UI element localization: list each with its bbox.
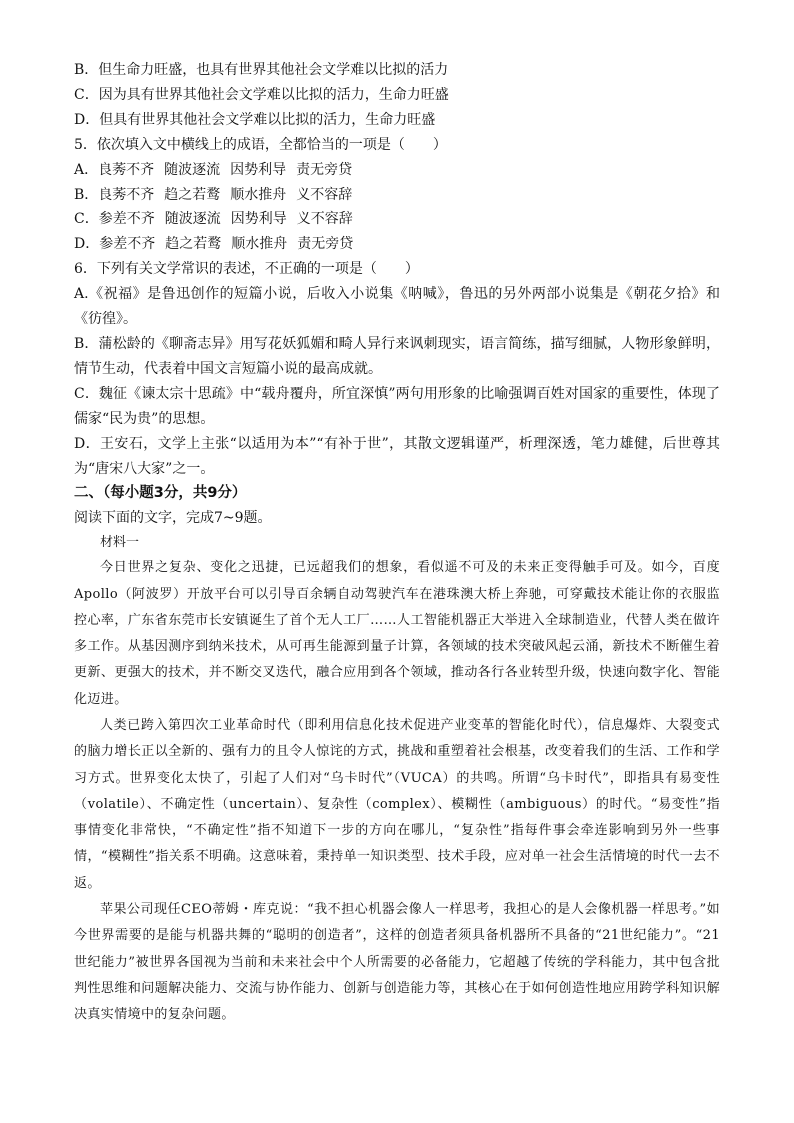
option-word: 参差不齐 — [98, 211, 155, 228]
material-paragraph: 今日世界之复杂、变化之迅捷，已远超我们的想象，看似遥不可及的未来正变得触手可及。如今，百度Apollo（阿波罗）开放平台可以引导百余辆自动驾驶汽车在港珠澳大桥上奔驰，可穿戴技术能让你的衣服监控心率，广东省东莞市长安镇诞生了首个无人工厂……人工智能机器正大举进入全球制造业，代替人类在做许多工作。从基因测序到纳米技术，从可再生能源到量子计算，各领域的技术突破风起云涌，新技术不断催生着更新、更强大的技术，并不断交叉迭代，融合应用到各个领域，推动各行各业转型升级，快速向数字化、智能化迈进。 — [74, 560, 720, 707]
option-word: 随波逐流 — [164, 161, 221, 178]
q6-stem: 6．下列有关文学常识的表述，不正确的一项是（ ） — [74, 261, 419, 278]
option-word: 趋之若鹜 — [164, 186, 221, 203]
q5-option-c — [74, 207, 720, 232]
option-letter: A． — [74, 161, 99, 178]
option-word: 因势利导 — [230, 161, 287, 178]
material-paragraph: 苹果公司现任CEO蒂姆・库克说：“我不担心机器会像人一样思考，我担心的是人会像机器一样思考。”如今世界需要的是能与机器共舞的“聪明的创造者”，这样的创造者须具备机器所不具备的“21世纪能力”。“21世纪能力”被世界各国视为当前和未来社会中个人所需要的必备能力，它超越了传统的学科能力，其中包含批判性思维和问题解决能力、交流与协作能力、创新与创造能力等，其核心在于如何创造性地应用跨学科知识解决真实情境中的复杂问题。 — [74, 902, 720, 1023]
option-word: 因势利导 — [230, 211, 287, 228]
option-word: 义不容辞 — [296, 211, 353, 228]
section-heading: 二、（每小题3分，共9分） — [74, 485, 247, 502]
material-title: 材料一 — [100, 535, 140, 551]
option-word: 顺水推舟 — [230, 186, 287, 203]
option-letter: D． — [74, 236, 100, 253]
option-word: 良莠不齐 — [98, 186, 155, 203]
q4-option-c: C．因为具有世界其他社会文学难以比拟的活力，生命力旺盛 — [74, 86, 449, 103]
question-5 — [74, 133, 720, 258]
exam-page — [74, 58, 720, 1029]
q5-option-d — [74, 232, 720, 257]
question-6 — [74, 257, 720, 481]
option-word: 顺水推舟 — [231, 236, 288, 253]
option-letter: C． — [74, 211, 99, 228]
q5-option-a — [74, 158, 720, 183]
q5-option-b — [74, 183, 720, 208]
option-word: 义不容辞 — [296, 186, 353, 203]
option-word: 责无旁贷 — [297, 236, 354, 253]
q6-option-a: A.《祝福》是鲁迅创作的短篇小说，后收入小说集《呐喊》，鲁迅的另外两部小说集是《朝花夕拾》和《彷徨》。 — [74, 286, 720, 328]
q6-option-c: C．魏征《谏太宗十思疏》中“载舟覆舟，所宜深慎”两句用形象的比喻强调百姓对国家的重要性，体现了儒家“民为贵”的思想。 — [74, 385, 720, 427]
q5-stem: 5．依次填入文中横线上的成语，全都恰当的一项是（ ） — [74, 136, 447, 153]
option-word: 良莠不齐 — [98, 161, 155, 178]
q6-option-b: B．蒲松龄的《聊斋志异》用写花妖狐媚和畸人异行来讽刺现实，语言简练，描写细腻，人物形象鲜明，情节生动，代表着中国文言短篇小说的最高成就。 — [74, 335, 720, 377]
option-letter: B． — [74, 186, 99, 203]
q4-options — [74, 58, 720, 133]
option-word: 责无旁贷 — [296, 161, 353, 178]
q6-option-d: D．王安石，文学上主张“以适用为本”“有补于世”，其散文逻辑谨严，析理深透，笔力雄健，后世尊其为“唐宋八大家”之一。 — [74, 435, 720, 477]
material-paragraph: 人类已跨入第四次工业革命时代（即利用信息化技术促进产业变革的智能化时代），信息爆炸、大裂变式的脑力增长正以全新的、强有力的且令人惊诧的方式，挑战和重塑着社会根基，改变着我们的生活、工作和学习方式。世界变化太快了，引起了人们对“乌卡时代”（VUCA）的共鸣。所谓“乌卡时代”，即指具有易变性（volatile）、不确定性（uncertain）、复杂性（complex）、模糊性（ambiguous）的时代。“易变性”指事情变化非常快，“不确定性”指不知道下一步的方向在哪儿，“复杂性”指每件事会牵连影响到另外一些事情，“模糊性”指关系不明确。这意味着，秉持单一知识类型、技术手段，应对单一社会生活情境的时代一去不返。 — [74, 718, 720, 891]
q4-option-d: D．但具有世界其他社会文学难以比拟的活力，生命力旺盛 — [74, 111, 436, 128]
option-word: 随波逐流 — [164, 211, 221, 228]
section-2 — [74, 481, 720, 1028]
option-word: 趋之若鹜 — [165, 236, 222, 253]
q4-option-b: B．但生命力旺盛，也具有世界其他社会文学难以比拟的活力 — [74, 62, 449, 78]
option-word: 参差不齐 — [99, 236, 156, 253]
section-instruction: 阅读下面的文字，完成7~9题。 — [74, 510, 272, 527]
